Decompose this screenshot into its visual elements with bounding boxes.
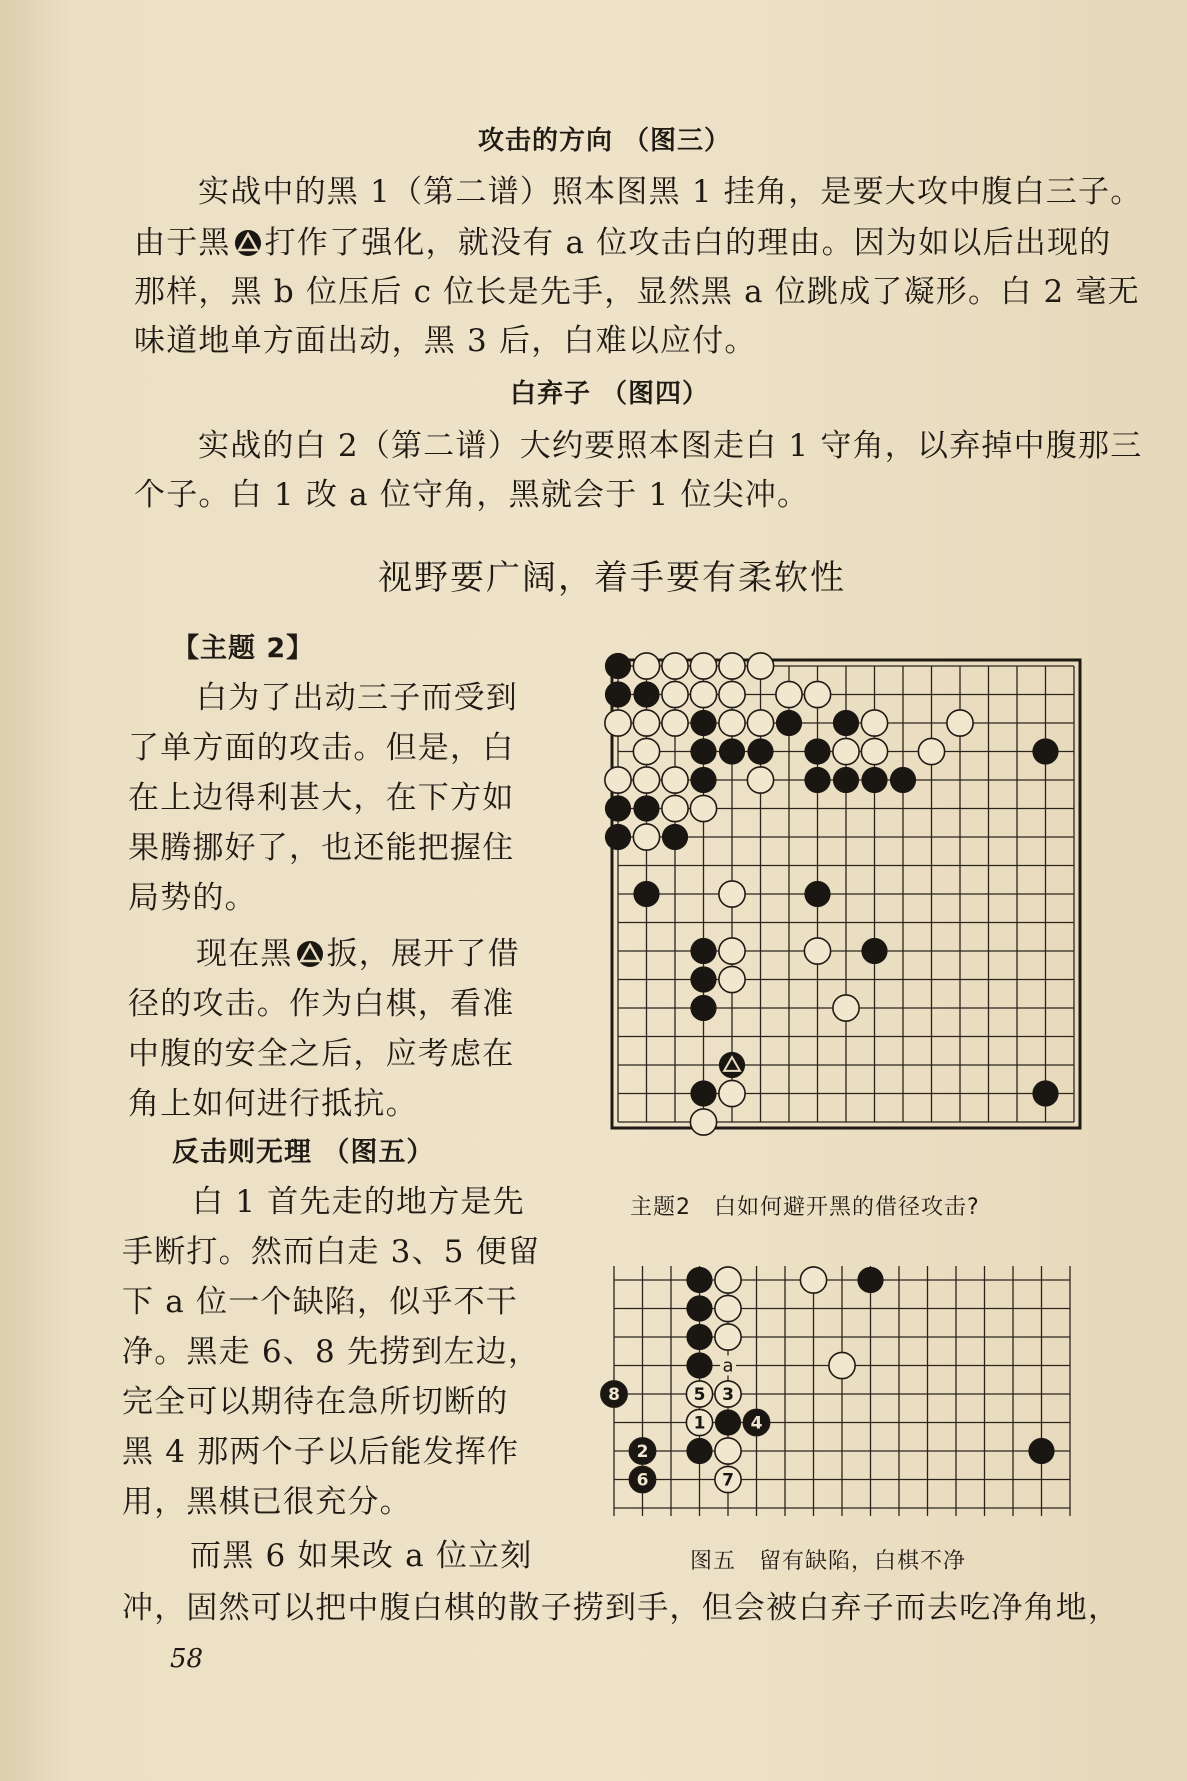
paragraph-line: 实战的白 2（第二谱）大约要照本图走白 1 守角，以弃掉中腹那三 bbox=[198, 428, 1143, 464]
white-stone bbox=[633, 653, 659, 679]
black-stone bbox=[686, 1295, 712, 1321]
black-stone bbox=[690, 738, 716, 764]
black-stone bbox=[686, 1352, 712, 1378]
black-stone bbox=[690, 1080, 716, 1106]
white-stone bbox=[662, 681, 688, 707]
paragraph-line: 个子。白 1 改 a 位守角，黑就会于 1 位尖冲。 bbox=[134, 477, 810, 513]
paragraph-line: 角上如何进行抵抗。 bbox=[128, 1086, 418, 1122]
paragraph-line: 用，黑棋已很充分。 bbox=[122, 1484, 412, 1520]
move-number: 2 bbox=[636, 1442, 649, 1462]
paragraph-line: 黑 4 那两个子以后能发挥作 bbox=[122, 1434, 520, 1470]
white-stone bbox=[633, 767, 659, 793]
white-stone bbox=[605, 767, 631, 793]
go-board-figure5 bbox=[584, 1240, 1098, 1516]
paragraph-line: 而黑 6 如果改 a 位立刻 bbox=[190, 1538, 533, 1574]
white-stone bbox=[804, 938, 830, 964]
point-label: a bbox=[722, 1355, 734, 1377]
theme-line: 局势的。 bbox=[128, 880, 257, 916]
black-stone bbox=[690, 995, 716, 1021]
white-stone bbox=[747, 653, 773, 679]
white-stone bbox=[690, 1109, 716, 1135]
paragraph-line: 白 1 首先走的地方是先 bbox=[192, 1184, 525, 1220]
section-title: 视野要广阔，着手要有柔软性 bbox=[378, 558, 846, 598]
theme-label: 【主题 2】 bbox=[172, 633, 315, 664]
white-stone bbox=[833, 738, 859, 764]
black-stone bbox=[833, 710, 859, 736]
black-stone bbox=[686, 1324, 712, 1350]
black-stone bbox=[747, 738, 773, 764]
black-stone bbox=[1032, 1080, 1058, 1106]
white-stone bbox=[918, 738, 944, 764]
white-stone bbox=[804, 681, 830, 707]
move-number: 4 bbox=[750, 1413, 763, 1434]
theme-line: 果腾挪好了，也还能把握住 bbox=[128, 830, 515, 866]
white-stone bbox=[719, 966, 745, 992]
black-stone bbox=[715, 1409, 741, 1435]
white-stone bbox=[861, 710, 887, 736]
move-number: 1 bbox=[693, 1413, 706, 1434]
paragraph-line: 中腹的安全之后，应考虑在 bbox=[128, 1036, 515, 1072]
white-stone bbox=[829, 1352, 855, 1378]
white-stone bbox=[800, 1267, 826, 1293]
theme-line: 了单方面的攻击。但是，白 bbox=[128, 730, 515, 766]
paragraph-line: 现在黑 扳，展开了借 bbox=[196, 936, 520, 972]
paragraph-line: 下 a 位一个缺陷，似乎不干 bbox=[122, 1284, 518, 1320]
white-stone bbox=[715, 1438, 741, 1464]
theme-line: 在上边得利甚大，在下方如 bbox=[128, 780, 515, 816]
marked-black-stone-icon bbox=[295, 939, 325, 969]
black-stone bbox=[804, 738, 830, 764]
black-stone bbox=[890, 767, 916, 793]
theme-line: 白为了出动三子而受到 bbox=[196, 680, 518, 716]
black-stone bbox=[1032, 738, 1058, 764]
white-stone bbox=[833, 995, 859, 1021]
white-stone bbox=[690, 795, 716, 821]
white-stone bbox=[719, 681, 745, 707]
move-number: 6 bbox=[636, 1470, 649, 1491]
paragraph-line: 味道地单方面出动，黑 3 后，白难以应付。 bbox=[134, 323, 757, 359]
white-stone bbox=[633, 738, 659, 764]
caption-theme2: 主题2 白如何避开黑的借径攻击? bbox=[630, 1195, 980, 1220]
heading-white-sacrifice: 白弃子 （图四） bbox=[510, 379, 710, 409]
white-stone bbox=[662, 795, 688, 821]
black-stone bbox=[690, 938, 716, 964]
black-stone bbox=[605, 824, 631, 850]
black-stone bbox=[662, 824, 688, 850]
paragraph-line: 实战中的黑 1（第二谱）照本图黑 1 挂角，是要大攻中腹白三子。 bbox=[198, 174, 1143, 210]
white-stone bbox=[633, 710, 659, 736]
black-stone bbox=[633, 681, 659, 707]
white-stone bbox=[719, 938, 745, 964]
white-stone bbox=[662, 767, 688, 793]
white-stone bbox=[719, 653, 745, 679]
white-stone bbox=[947, 710, 973, 736]
white-stone bbox=[662, 710, 688, 736]
white-stone bbox=[605, 710, 631, 736]
white-stone bbox=[861, 738, 887, 764]
black-stone bbox=[804, 767, 830, 793]
black-stone bbox=[719, 738, 745, 764]
black-stone bbox=[833, 767, 859, 793]
caption-figure5: 图五 留有缺陷，白棋不净 bbox=[690, 1549, 967, 1574]
white-stone bbox=[690, 681, 716, 707]
heading-counterattack: 反击则无理 （图五） bbox=[172, 1137, 435, 1168]
white-stone bbox=[776, 681, 802, 707]
black-stone bbox=[857, 1267, 883, 1293]
black-stone bbox=[686, 1438, 712, 1464]
white-stone bbox=[719, 881, 745, 907]
black-stone bbox=[605, 795, 631, 821]
paragraph-line: 径的攻击。作为白棋，看准 bbox=[128, 986, 515, 1022]
move-number: 3 bbox=[722, 1385, 734, 1405]
white-stone bbox=[747, 710, 773, 736]
black-stone bbox=[605, 681, 631, 707]
black-stone bbox=[861, 767, 887, 793]
black-stone bbox=[1028, 1438, 1054, 1464]
black-stone bbox=[686, 1267, 712, 1293]
white-stone bbox=[719, 1080, 745, 1106]
white-stone bbox=[719, 710, 745, 736]
white-stone bbox=[690, 653, 716, 679]
white-stone bbox=[715, 1324, 741, 1350]
paragraph-line: 冲，固然可以把中腹白棋的散子捞到手，但会被白弃子而去吃净角地， bbox=[122, 1590, 1121, 1626]
heading-direction-of-attack: 攻击的方向 （图三） bbox=[478, 126, 732, 156]
white-stone bbox=[715, 1267, 741, 1293]
move-number: 8 bbox=[608, 1385, 620, 1405]
page-number: 58 bbox=[170, 1644, 204, 1674]
paragraph-line: 完全可以期待在急所切断的 bbox=[122, 1384, 509, 1420]
black-stone bbox=[605, 653, 631, 679]
paragraph-line: 那样，黑 b 位压后 c 位长是先手，显然黑 a 位跳成了凝形。白 2 毫无 bbox=[134, 274, 1140, 310]
black-stone bbox=[690, 767, 716, 793]
white-stone bbox=[747, 767, 773, 793]
move-number: 7 bbox=[722, 1470, 734, 1491]
white-stone bbox=[715, 1295, 741, 1321]
black-stone bbox=[690, 710, 716, 736]
paragraph-line: 净。黑走 6、8 先捞到左边， bbox=[122, 1334, 541, 1370]
move-number: 5 bbox=[693, 1385, 706, 1405]
black-stone bbox=[690, 966, 716, 992]
black-stone bbox=[633, 881, 659, 907]
white-stone bbox=[662, 653, 688, 679]
go-board-theme2 bbox=[588, 640, 1106, 1162]
paragraph-line: 由于黑 打作了强化，就没有 a 位攻击白的理由。因为如以后出现的 bbox=[134, 225, 1112, 261]
black-stone bbox=[861, 938, 887, 964]
paragraph-line: 手断打。然而白走 3、5 便留 bbox=[122, 1234, 541, 1270]
black-stone bbox=[804, 881, 830, 907]
black-stone bbox=[633, 795, 659, 821]
marked-black-stone-icon bbox=[233, 228, 263, 258]
white-stone bbox=[633, 824, 659, 850]
black-stone bbox=[776, 710, 802, 736]
